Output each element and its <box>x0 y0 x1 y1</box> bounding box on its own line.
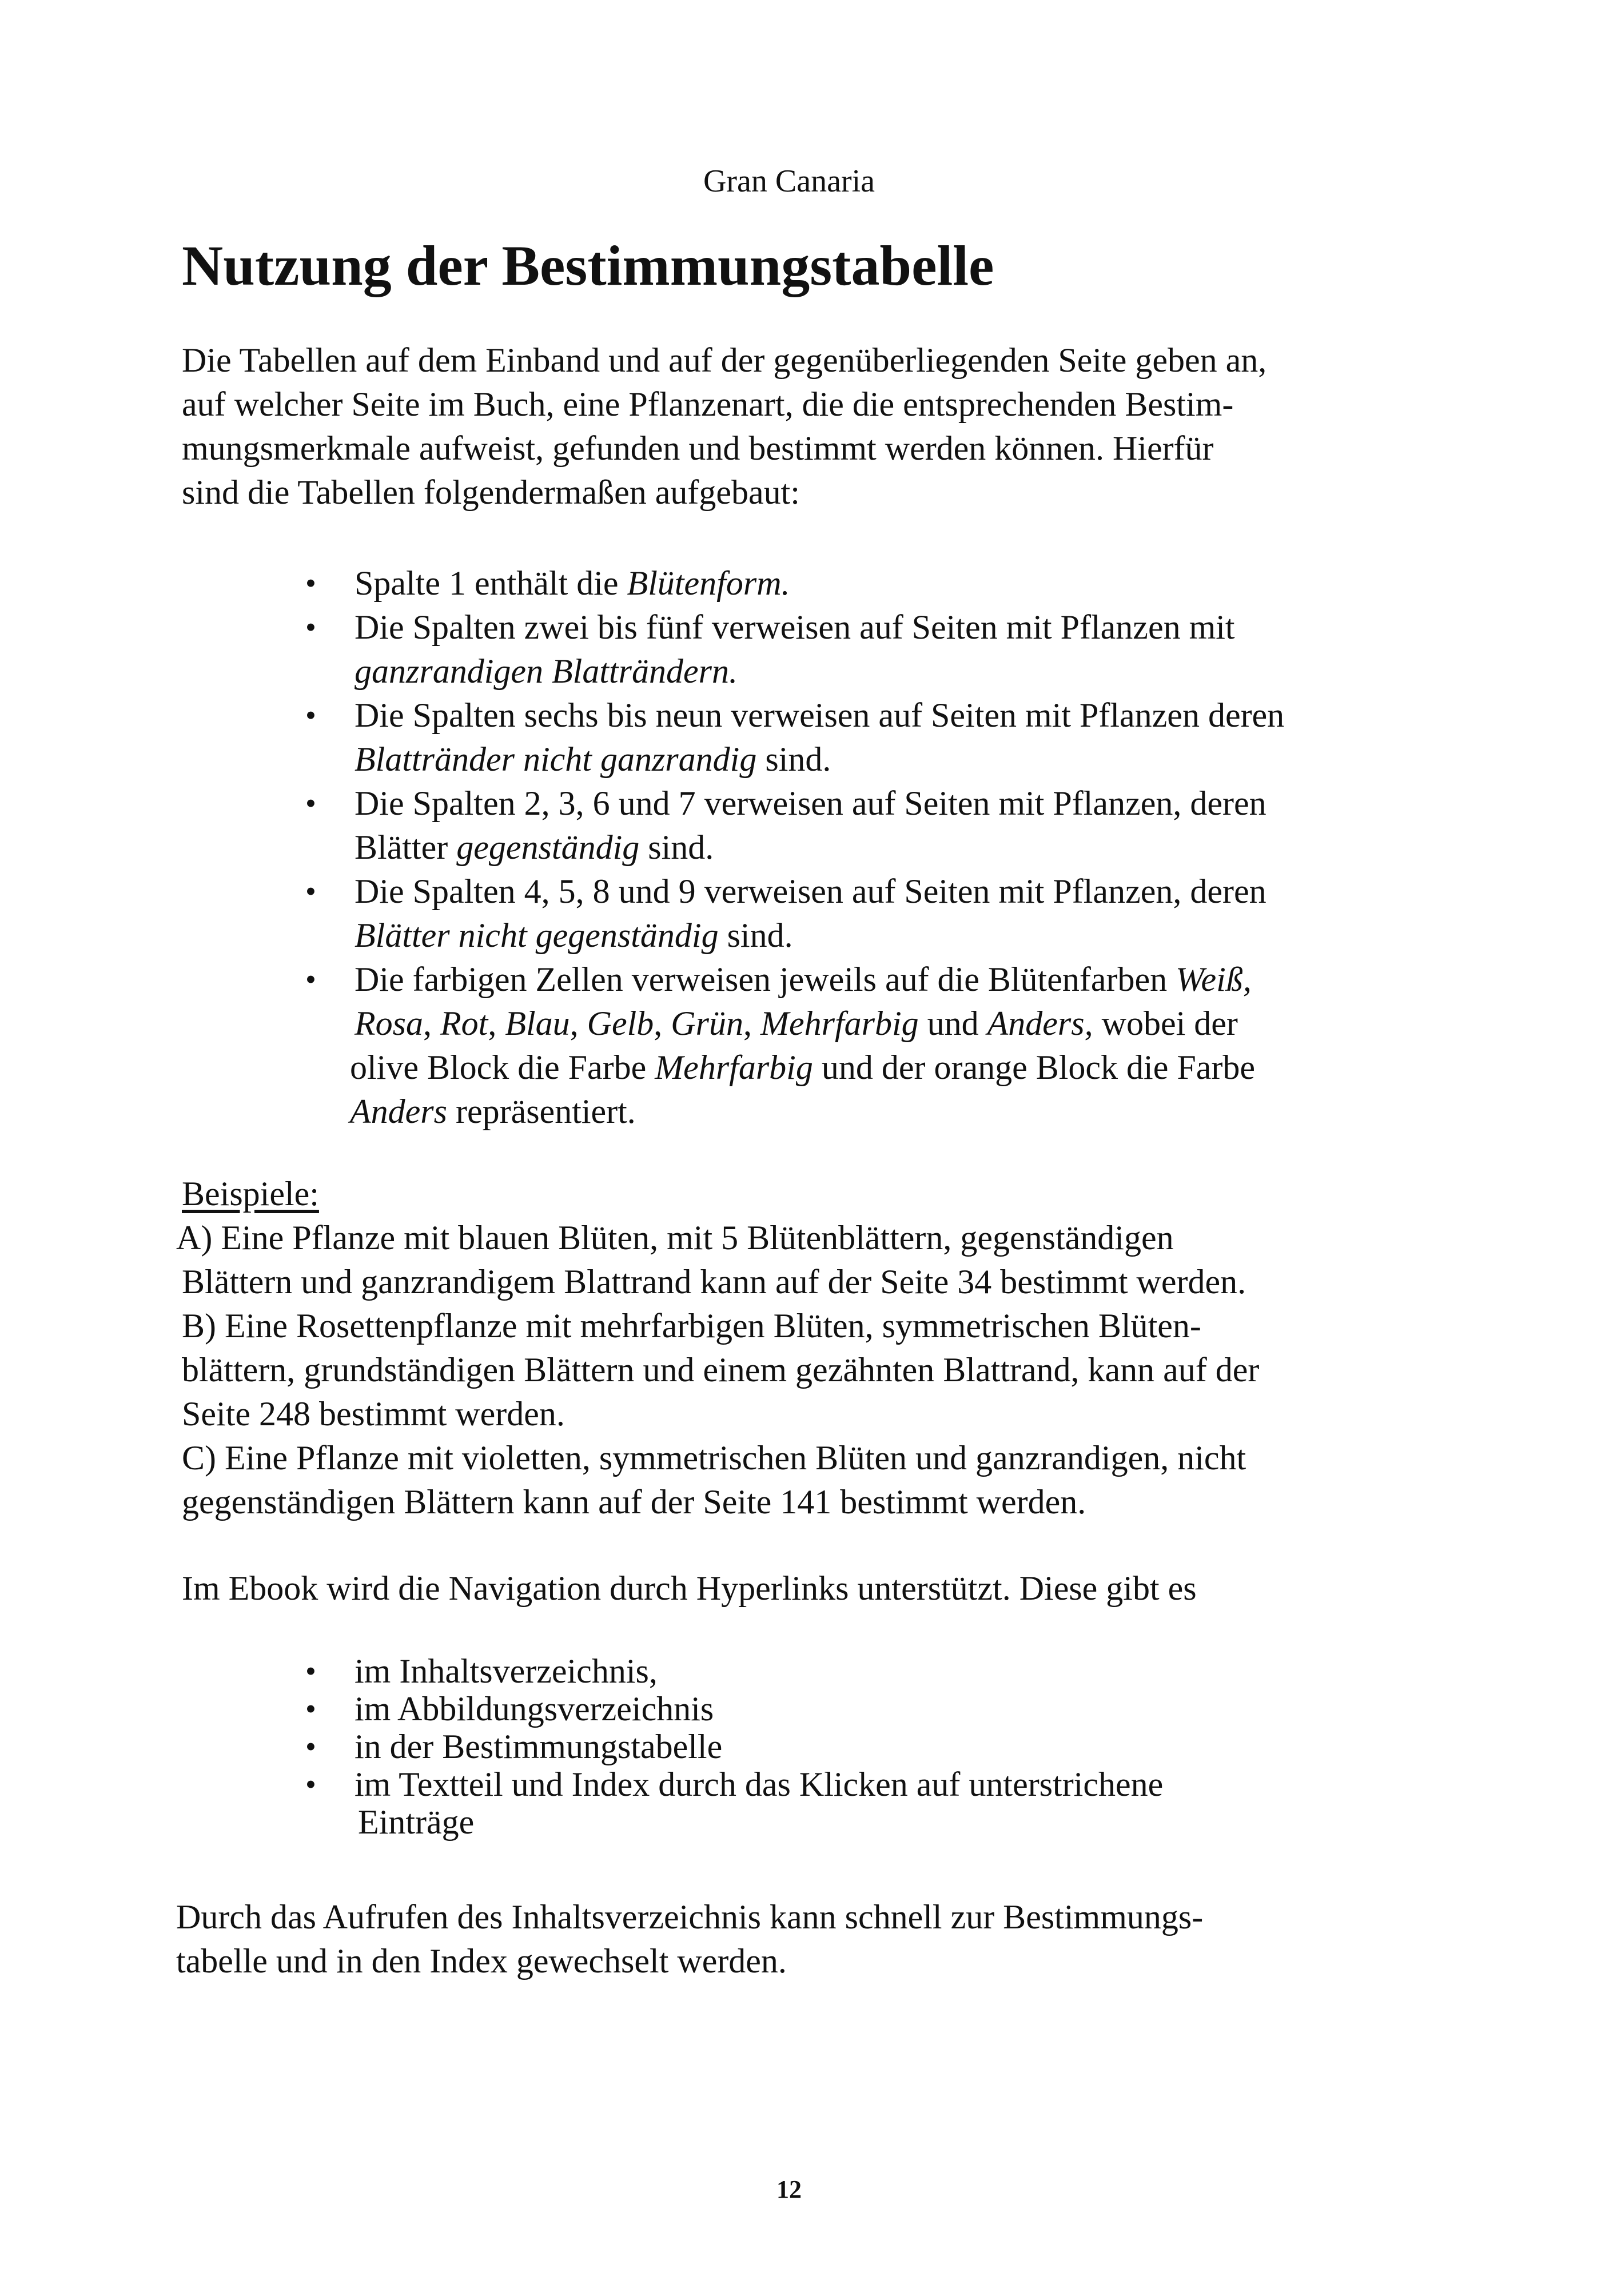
examples-heading: Beispiele: <box>182 1175 319 1213</box>
list-item: • im Inhaltsverzeichnis, <box>305 1652 658 1690</box>
bullet-icon: • <box>305 874 316 908</box>
intro-line: sind die Tabellen folgendermaßen aufgebaut: <box>182 473 800 511</box>
example-line: A) Eine Pflanze mit blauen Blüten, mit 5 Blütenblättern, gegenständigen <box>176 1219 1174 1257</box>
bullet-icon: • <box>305 962 316 996</box>
example-line: Blättern und ganzrandigem Blattrand kann auf der Seite 34 bestimmt werden. <box>182 1263 1246 1301</box>
list-item: • Die Spalten 2, 3, 6 und 7 verweisen auf Seiten mit Pflanzen, deren Blätter gegenständig sind. <box>297 782 1441 870</box>
bullet-icon: • <box>305 1767 316 1801</box>
page-number: 12 <box>776 2175 802 2203</box>
list-item: • in der Bestimmungstabelle <box>305 1728 723 1765</box>
table-structure-list <box>297 561 1441 1134</box>
page-title: Nutzung der Bestimmungstabelle <box>182 234 994 297</box>
example-line: C) Eine Pflanze mit violetten, symmetrischen Blüten und ganzrandigen, nicht <box>182 1439 1246 1477</box>
list-item: • im Abbildungsverzeichnis <box>305 1690 714 1728</box>
running-header: Gran Canaria <box>703 164 875 199</box>
list-item: • Die Spalten zwei bis fünf verweisen auf Seiten mit Pflanzen mit ganzrandigen Blatträndern. <box>297 605 1441 693</box>
bullet-icon: • <box>305 698 316 732</box>
example-line: blättern, grundständigen Blättern und einem gezähnten Blattrand, kann auf der <box>182 1351 1260 1389</box>
bullet-icon: • <box>305 1654 316 1688</box>
intro-line: auf welcher Seite im Buch, eine Pflanzenart, die die entsprechenden Bestim- <box>182 385 1234 423</box>
example-line: B) Eine Rosettenpflanze mit mehrfarbigen Blüten, symmetrischen Blüten- <box>182 1307 1201 1345</box>
bullet-icon: • <box>305 786 316 820</box>
examples-paragraph <box>176 1216 1491 1524</box>
bullet-icon: • <box>305 610 316 644</box>
list-item: • Die Spalten sechs bis neun verweisen auf Seiten mit Pflanzen deren Blattränder nicht ganzrandig sind. <box>297 693 1441 782</box>
intro-line: mungsmerkmale aufweist, gefunden und bestimmt werden können. Hierfür <box>182 429 1214 467</box>
list-item: • Spalte 1 enthält die Blütenform. <box>297 561 1441 605</box>
closing-paragraph: Durch das Aufrufen des Inhaltsverzeichnis kann schnell zur Bestimmungs- tabelle und in den Index gewechselt werden. <box>176 1898 1204 1980</box>
bullet-icon: • <box>305 1692 316 1726</box>
ebook-paragraph: Im Ebook wird die Navigation durch Hyperlinks unterstützt. Diese gibt es <box>182 1569 1197 1607</box>
hyperlink-list <box>297 1652 1441 1841</box>
list-item: • Die Spalten 4, 5, 8 und 9 verweisen auf Seiten mit Pflanzen, deren Blätter nicht gegenständig sind. <box>297 870 1441 958</box>
example-line: Seite 248 bestimmt werden. <box>182 1395 565 1433</box>
intro-line: Die Tabellen auf dem Einband und auf der gegenüberliegenden Seite geben an, <box>182 341 1267 379</box>
bullet-icon: • <box>305 1729 316 1764</box>
intro-paragraph <box>182 338 1468 515</box>
list-item: • Die farbigen Zellen verweisen jeweils auf die Blütenfarben Weiß, Rosa, Rot, Blau, Gelb, Grün, Mehrfarbig und Anders, wobei der olive Block die Farbe Mehrfarbig und der orange Block die Farbe Anders repräsentiert. <box>297 958 1441 1134</box>
list-item: • im Textteil und Index durch das Klicken auf unterstrichene Einträge <box>305 1765 1164 1841</box>
example-line: gegenständigen Blättern kann auf der Seite 141 bestimmt werden. <box>182 1483 1086 1521</box>
bullet-icon: • <box>305 566 316 600</box>
